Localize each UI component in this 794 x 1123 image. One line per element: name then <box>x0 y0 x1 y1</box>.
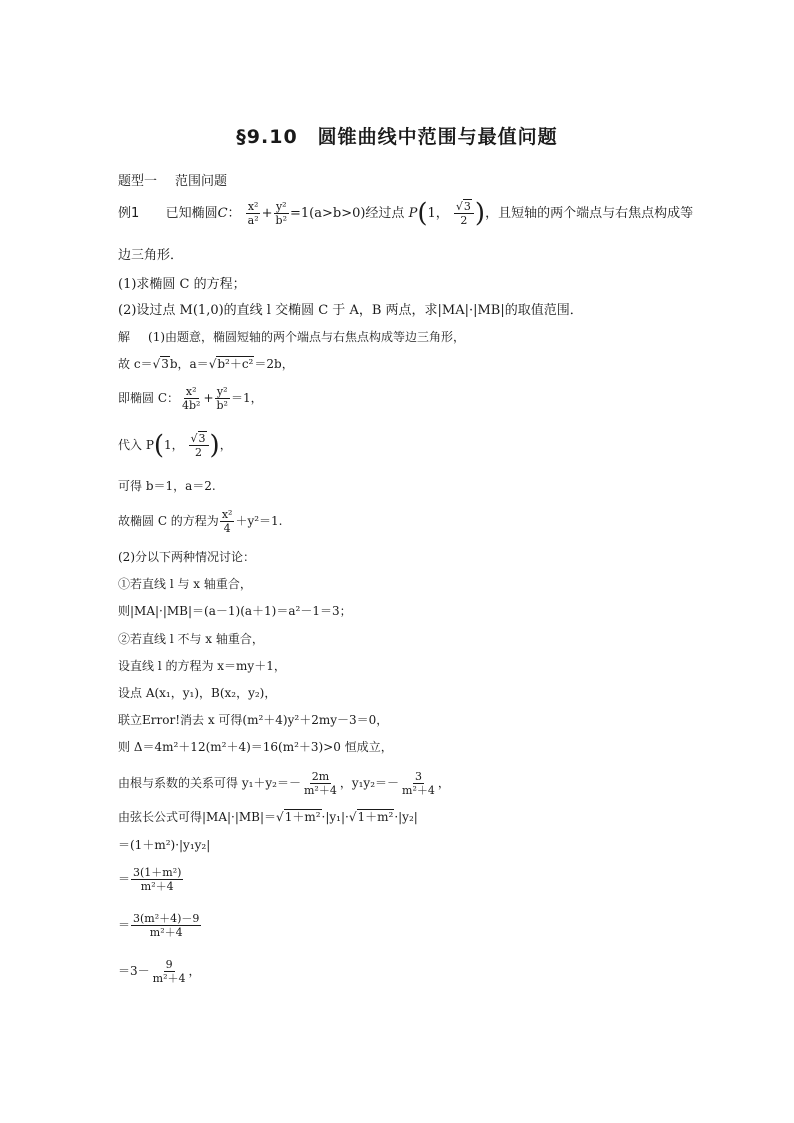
solution-line-18: ＝ $\frac{\text{3(1＋m²)}}{\text{m²＋4}}$ <box>118 866 182 893</box>
ellipse-condition: =1(a>b>0)经过点 <box>290 206 405 221</box>
solution-line-17: ＝(1＋m²)·|y₁y₂| <box>118 838 211 852</box>
question-2: (2)设过点 M(1,0)的直线 l 交椭圆 C 于 A，B 两点，求|MA|·|MB|的取值范围． <box>118 303 583 318</box>
point-p: P <box>408 206 418 221</box>
question-1: (1)求椭圆 C 的方程； <box>118 277 246 292</box>
solution-line-1: 解 (1)由题意，椭圆短轴的两个端点与右焦点构成等边三角形， <box>118 330 466 344</box>
fraction-sqrt3-2: $\frac{√3}{2}$ <box>454 200 474 227</box>
solution-line-10: ②若直线 l 不与 x 轴重合， <box>118 632 264 646</box>
page-title: §9.10 圆锥曲线中范围与最值问题 <box>236 126 558 148</box>
example-line2: 边三角形． <box>118 248 184 263</box>
section-heading <box>118 173 227 191</box>
example-tail: ，且短轴的两个端点与右焦点构成等 <box>485 206 694 221</box>
solution-line-12: 设点 A(x₁，y₁)，B(x₂，y₂)， <box>118 686 277 700</box>
right-paren: ) <box>474 198 486 229</box>
solution-line-13: 联立Error!消去 x 可得(m²＋4)y²＋2my－3＝0， <box>118 713 389 727</box>
solution-label: 解 <box>118 330 131 344</box>
solution-line-2: 故 c＝√3b，a＝√b²＋c²＝2b， <box>118 357 294 371</box>
example-statement: 例1 已知椭圆C： $\frac{\text{x²}}{\text{a²}}$ + $\frac{\text{y²}}{\text{b²}}$ =1(a>b>0)经过点 P(1， $\frac{√3}{2}$ )，且短轴的两个端点与右焦点构成等 <box>118 198 694 229</box>
fraction-3: $\frac{3}{\text{m²＋4}}$ <box>402 770 435 797</box>
solution-line-15: 由根与系数的关系可得 y₁＋y₂＝－ $\frac{2m}{\text{m²＋4}}$ ，y₁y₂＝－ $\frac{3}{\text{m²＋4}}$ ， <box>118 770 450 797</box>
fraction-y2-b2-sol: $\frac{\text{y²}}{\text{b²}}$ <box>216 385 228 412</box>
fraction-3m2-9: $\frac{\text{3(m²＋4)－9}}{\text{m²＋4}}$ <box>133 912 200 939</box>
solution-line-20: ＝3－ $\frac{9}{\text{m²＋4}}$ ， <box>118 958 201 985</box>
solution-line-3: 即椭圆 C： $\frac{\text{x²}}{\text{4b²}}$ + $\frac{\text{y²}}{\text{b²}}$ ＝1， <box>118 385 263 412</box>
solution-line-7: (2)分以下两种情况讨论： <box>118 550 255 564</box>
fraction-2m: $\frac{2m}{\text{m²＋4}}$ <box>304 770 337 797</box>
example-intro: 已知椭圆 <box>165 206 218 221</box>
section-label: 题型一 <box>118 174 158 189</box>
solution-line-14: 则 Δ＝4m²＋12(m²＋4)＝16(m²＋3)>0 恒成立， <box>118 740 393 754</box>
solution-line-11: 设直线 l 的方程为 x＝my＋1， <box>118 659 286 673</box>
fraction-sqrt3-2-sol: $\frac{√3}{2}$ <box>189 432 209 459</box>
fraction-x2-4: $\frac{\text{x²}}{4}$ <box>221 508 233 535</box>
left-paren: ( <box>417 198 428 229</box>
point-x: 1， <box>427 206 449 221</box>
solution-line-9: 则|MA|·|MB|＝(a－1)(a＋1)＝a²－1＝3； <box>118 604 352 618</box>
fraction-9: $\frac{9}{\text{m²＋4}}$ <box>152 958 186 985</box>
plus-sign: + <box>261 206 273 221</box>
fraction-y2-b2: $\frac{\text{y²}}{\text{b²}}$ <box>275 200 287 227</box>
fraction-x2-4b2: $\frac{\text{x²}}{\text{4b²}}$ <box>182 385 201 412</box>
fraction-3-1m2: $\frac{\text{3(1＋m²)}}{\text{m²＋4}}$ <box>133 866 182 893</box>
section-name: 范围问题 <box>175 174 228 189</box>
solution-line-5: 可得 b＝1，a＝2. <box>118 479 216 493</box>
ellipse-var: C <box>217 206 228 221</box>
solution-line-4: 代入 P(1， $\frac{√3}{2}$ )， <box>118 430 232 461</box>
solution-line-8: ①若直线 l 与 x 轴重合， <box>118 577 252 591</box>
fraction-x2-a2: $\frac{\text{x²}}{\text{a²}}$ <box>247 200 259 227</box>
example-label: 例1 <box>118 206 140 221</box>
solution-line-19: ＝ $\frac{\text{3(m²＋4)－9}}{\text{m²＋4}}$ <box>118 912 200 939</box>
solution-line-16: 由弦长公式可得|MA|·|MB|＝√1＋m²·|y₁|·√1＋m²·|y₂| <box>118 810 418 824</box>
solution-line-6: 故椭圆 C 的方程为 $\frac{\text{x²}}{4}$ ＋y²＝1. <box>118 508 283 535</box>
